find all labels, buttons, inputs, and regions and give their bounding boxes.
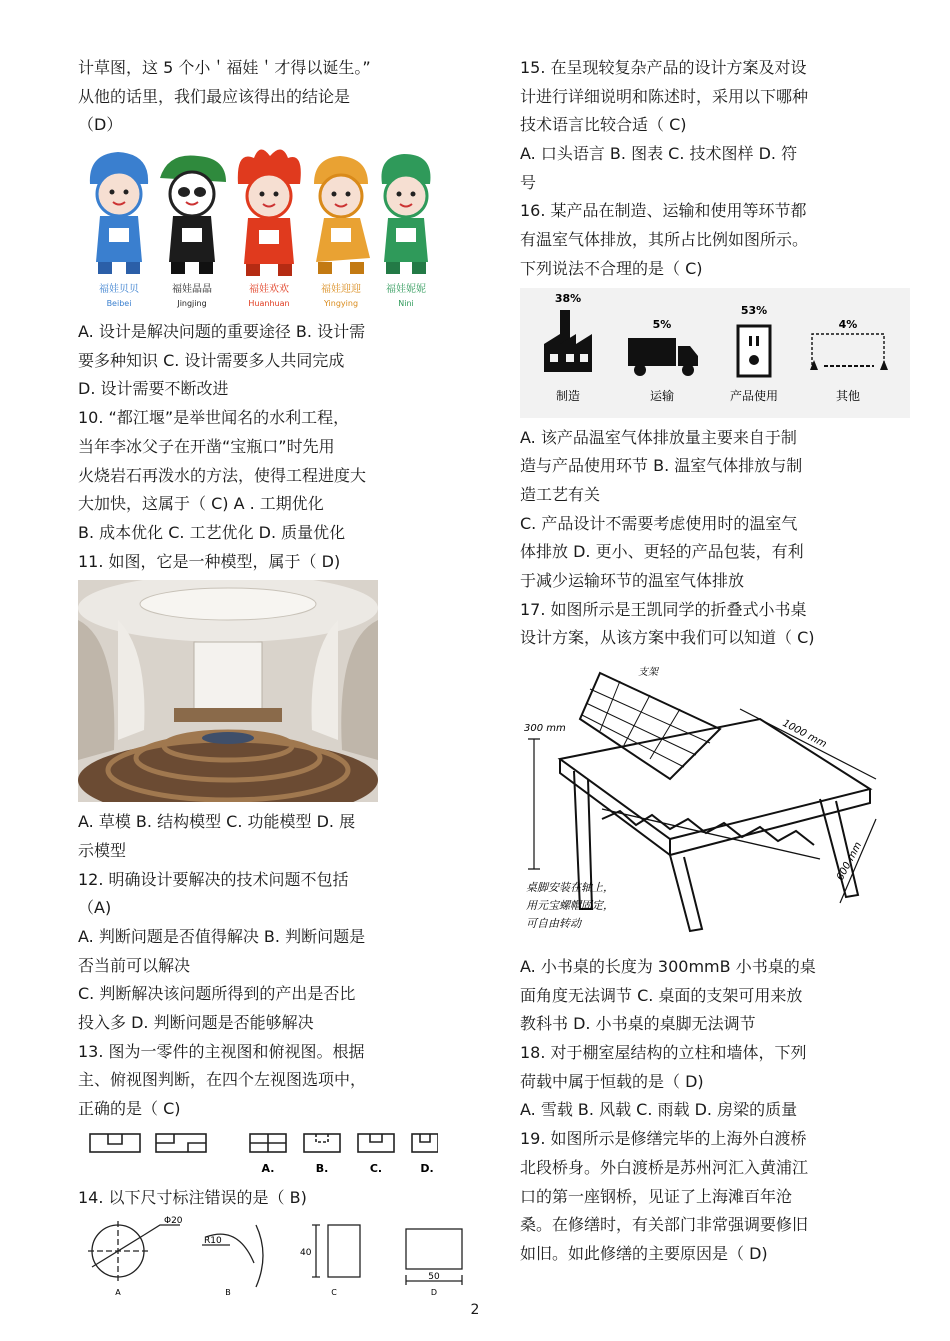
text-line: C. 判断解决该问题所得到的产出是否比 [78, 984, 356, 1004]
question-11: 11. 如图，它是一种模型，属于（ D) [78, 551, 341, 571]
dimension-marking-figure [78, 1215, 468, 1297]
view-option-label: D. [420, 1161, 434, 1175]
view-option-label: B. [315, 1161, 329, 1175]
left-column [78, 54, 438, 1297]
orthographic-views-figure [78, 1126, 438, 1184]
auditorium-model-photo [78, 580, 378, 802]
fuwa-name: 福娃欢欢 [249, 284, 289, 296]
question-12: 12. 明确设计要解决的技术问题不包括 [78, 869, 349, 889]
mascot-huanhuan [238, 150, 301, 277]
desk-note: 桌脚安装在轴上， [526, 881, 614, 894]
fuwa-pinyin: Nini [398, 299, 414, 309]
text-line: 投入多 D. 判断问题是否能够解决 [78, 1013, 314, 1033]
text-line: 有温室气体排放，其所占比例如图所示。 [520, 230, 809, 250]
fuwa-name: 福娃贝贝 [99, 284, 139, 296]
question-10: 10. “都江堰”是举世闻名的水利工程， [78, 408, 350, 428]
text-line: B. 成本优化 C. 工艺优化 D. 质量优化 [78, 522, 346, 542]
question-14: 14. 以下尺寸标注错误的是（ B) [78, 1187, 307, 1207]
text-line: 计草图，这 5 个小＇福娃＇才得以诞生。” [78, 58, 371, 77]
mascot-nini [381, 154, 430, 274]
text-line: 设计方案，从该方案中我们可以知道（ C) [520, 628, 815, 648]
power-outlet-icon [738, 326, 770, 376]
text-line: A. 判断问题是否值得解决 B. 判断问题是 [78, 927, 366, 946]
emission-percent: 53% [740, 303, 768, 317]
text-line: 技术语言比较合适（ C) [520, 115, 687, 135]
fuwa-name: 福娃迎迎 [321, 284, 361, 296]
text-line: 大加快，这属于（ C) A . 工期优化 [78, 494, 324, 514]
emission-percent: 5% [652, 317, 672, 331]
mascot-beibei [90, 152, 148, 274]
text-line: A. 该产品温室气体排放量主要来自于制 [520, 427, 797, 447]
text-line: 造与产品使用环节 B. 温室气体排放与制 [520, 456, 803, 476]
text-line: （D） [78, 115, 123, 135]
desk-note: 支架 [638, 667, 658, 678]
emission-label: 运输 [649, 388, 675, 403]
text-line: 计进行详细说明和陈述时，采用以下哪种 [520, 86, 809, 106]
text-line: 火烧岩石再泼水的方法，使得工程进度大 [78, 465, 367, 485]
text-line: 下列说法不合理的是（ C) [520, 258, 703, 278]
desk-note: 可自由转动 [526, 917, 581, 930]
text-line: 桑。在修缮时，有关部门非常强调要修旧 [520, 1215, 809, 1235]
question-18: 18. 对于棚室屋结构的立柱和墙体，下列 [520, 1043, 807, 1063]
mascot-yingying [314, 156, 370, 274]
page-number: 2 [470, 1302, 480, 1318]
desk-dimension: 300 mm [524, 723, 566, 734]
question-17: 17. 如图所示是王凯同学的折叠式小书桌 [520, 599, 807, 619]
emission-label: 其他 [835, 388, 861, 403]
text-line: A. 草模 B. 结构模型 C. 功能模型 D. 展 [78, 812, 356, 832]
fuwa-pinyin: Jingjing [177, 299, 207, 309]
view-option-label: C. [369, 1161, 383, 1175]
text-line: A. 口头语言 B. 图表 C. 技术图样 D. 符 [520, 144, 798, 164]
fuwa-mascots-figure [78, 144, 438, 312]
emission-share-figure [520, 288, 910, 418]
text-line: 面角度无法调节 C. 桌面的支架可用来放 [520, 985, 803, 1005]
right-column [520, 54, 890, 1269]
text-line: 体排放 D. 更小、更轻的产品包装，有利 [520, 542, 804, 562]
dim-option-label: B [225, 1287, 231, 1297]
desk-dimension: 1000 mm [780, 717, 829, 751]
view-option-label: A. [261, 1161, 275, 1175]
fuwa-pinyin: Yingying [323, 299, 359, 309]
folding-desk-sketch [520, 659, 890, 949]
fuwa-pinyin: Huanhuan [248, 299, 290, 309]
fuwa-name: 福娃妮妮 [386, 284, 426, 296]
text-line: 从他的话里，我们最应该得出的结论是 [78, 86, 351, 106]
text-line: 于减少运输环节的温室气体排放 [520, 570, 745, 590]
text-line: 口的第一座钢桥，见证了上海滩百年沧 [520, 1186, 793, 1206]
desk-note: 用元宝螺帽固定， [526, 899, 614, 912]
text-line: C. 产品设计不需要考虑使用时的温室气 [520, 513, 798, 533]
text-line: A. 设计是解决问题的重要途径 B. 设计需 [78, 322, 366, 342]
emission-percent: 4% [838, 317, 858, 331]
fuwa-name: 福娃晶晶 [172, 284, 212, 296]
question-16: 16. 某产品在制造、运输和使用等环节都 [520, 201, 807, 221]
text-line: 正确的是（ C) [78, 1099, 181, 1119]
text-line: 示模型 [78, 840, 127, 860]
text-line: 教科书 D. 小书桌的桌脚无法调节 [520, 1014, 756, 1034]
text-line: 如旧。如此修缮的主要原因是（ D) [520, 1243, 768, 1263]
fuwa-pinyin: Beibei [106, 299, 132, 309]
text-line: D. 设计需要不断改进 [78, 379, 229, 399]
dim-text: 50 [428, 1271, 440, 1282]
text-line: 要多种知识 C. 设计需要多人共同完成 [78, 350, 345, 370]
emission-percent: 38% [554, 291, 582, 305]
dim-option-label: A [115, 1287, 121, 1297]
emission-label: 产品使用 [729, 388, 779, 403]
dim-text: Φ20 [164, 1215, 183, 1226]
text-line: 当年李冰父子在开凿“宝瓶口”时先用 [78, 436, 335, 456]
dim-text: R10 [204, 1235, 222, 1246]
text-line: 造工艺有关 [520, 484, 601, 504]
dim-option-label: D [430, 1287, 438, 1297]
text-line: 主、俯视图判断，在四个左视图选项中， [78, 1070, 367, 1090]
dim-option-label: C [331, 1287, 337, 1297]
text-line: 荷载中属于恒载的是（ D) [520, 1071, 704, 1091]
text-line: （A) [78, 898, 112, 918]
desk-dimension: 600 mm [834, 840, 865, 883]
text-line: 号 [520, 172, 537, 192]
question-19: 19. 如图所示是修缮完毕的上海外白渡桥 [520, 1129, 807, 1149]
question-13: 13. 图为一零件的主视图和俯视图。根据 [78, 1041, 365, 1061]
question-15: 15. 在呈现较复杂产品的设计方案及对设 [520, 58, 807, 77]
text-line: A. 雪载 B. 风载 C. 雨载 D. 房梁的质量 [520, 1100, 798, 1120]
text-line: 北段桥身。外白渡桥是苏州河汇入黄浦江 [520, 1157, 809, 1177]
text-line: 否当前可以解决 [78, 955, 191, 975]
emission-label: 制造 [555, 388, 581, 403]
text-line: A. 小书桌的长度为 300mmB 小书桌的桌 [520, 957, 816, 976]
mascot-jingjing [160, 156, 226, 275]
dim-text: 40 [300, 1247, 312, 1258]
